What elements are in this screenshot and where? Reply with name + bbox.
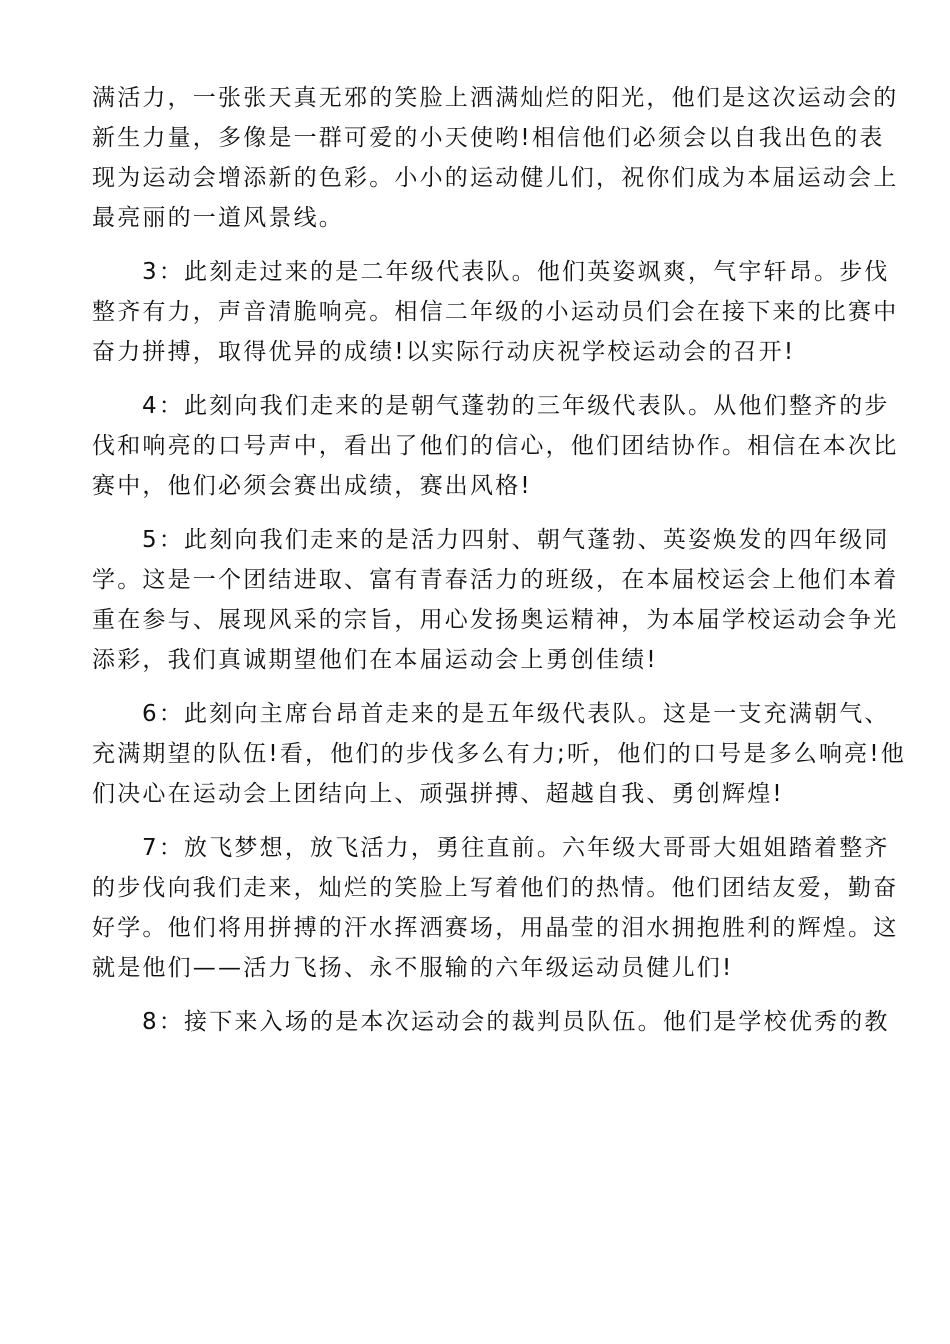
text-line: 的步伐向我们走来，灿烂的笑脸上写着他们的热情。他们团结友爱，勤奋 [92, 875, 899, 901]
text-line: 赛中，他们必须会赛出成绩，赛出风格! [92, 473, 532, 499]
paragraph [92, 520, 899, 680]
text-line: 学。这是一个团结进取、富有青春活力的班级，在本届校运会上他们本着 [92, 567, 899, 593]
text-line: 7：放飞梦想，放飞活力，勇往直前。六年级大哥哥大姐姐踏着整齐 [142, 835, 890, 861]
text-line: 添彩，我们真诚期望他们在本届运动会上勇创佳绩! [92, 647, 658, 673]
text-line: 好学。他们将用拼搏的汗水挥洒赛场，用晶莹的泪水拥抱胜利的辉煌。这 [92, 915, 899, 941]
text-line: 就是他们——活力飞扬、永不服输的六年级运动员健儿们! [92, 955, 734, 981]
text-line: 3：此刻走过来的是二年级代表队。他们英姿飒爽，气宇轩昂。步伐 [142, 259, 890, 285]
paragraph [92, 828, 899, 988]
text-line: 现为运动会增添新的色彩。小小的运动健儿们，祝你们成为本届运动会上 [92, 165, 899, 191]
paragraph [92, 694, 906, 814]
text-line: 4：此刻向我们走来的是朝气蓬勃的三年级代表队。从他们整齐的步 [142, 393, 890, 419]
text-line: 整齐有力，声音清脆响亮。相信二年级的小运动员们会在接下来的比赛中 [92, 299, 899, 325]
text-line: 5：此刻向我们走来的是活力四射、朝气蓬勃、英姿焕发的四年级同 [142, 527, 890, 553]
text-line: 充满期望的队伍!看，他们的步伐多么有力;听，他们的口号是多么响亮!他 [92, 741, 906, 767]
text-line: 伐和响亮的口号声中，看出了他们的信心，他们团结协作。相信在本次比 [92, 433, 899, 459]
text-line: 奋力拼搏，取得优异的成绩!以实际行动庆祝学校运动会的召开! [92, 339, 796, 365]
paragraph [92, 386, 899, 506]
paragraph [92, 78, 899, 238]
text-line: 满活力，一张张天真无邪的笑脸上洒满灿烂的阳光，他们是这次运动会的 [92, 85, 899, 111]
text-line: 新生力量，多像是一群可爱的小天使哟!相信他们必须会以自我出色的表 [92, 125, 885, 151]
document-body [92, 78, 906, 1056]
text-line: 最亮丽的一道风景线。 [92, 205, 344, 231]
text-line: 们决心在运动会上团结向上、顽强拼搏、超越自我、勇创辉煌! [92, 781, 784, 807]
paragraph [92, 1002, 890, 1042]
text-line: 重在参与、展现风采的宗旨，用心发扬奥运精神，为本届学校运动会争光 [92, 607, 899, 633]
text-line: 6：此刻向主席台昂首走来的是五年级代表队。这是一支充满朝气、 [142, 701, 890, 727]
paragraph [92, 252, 899, 372]
text-line: 8：接下来入场的是本次运动会的裁判员队伍。他们是学校优秀的教 [142, 1009, 890, 1035]
